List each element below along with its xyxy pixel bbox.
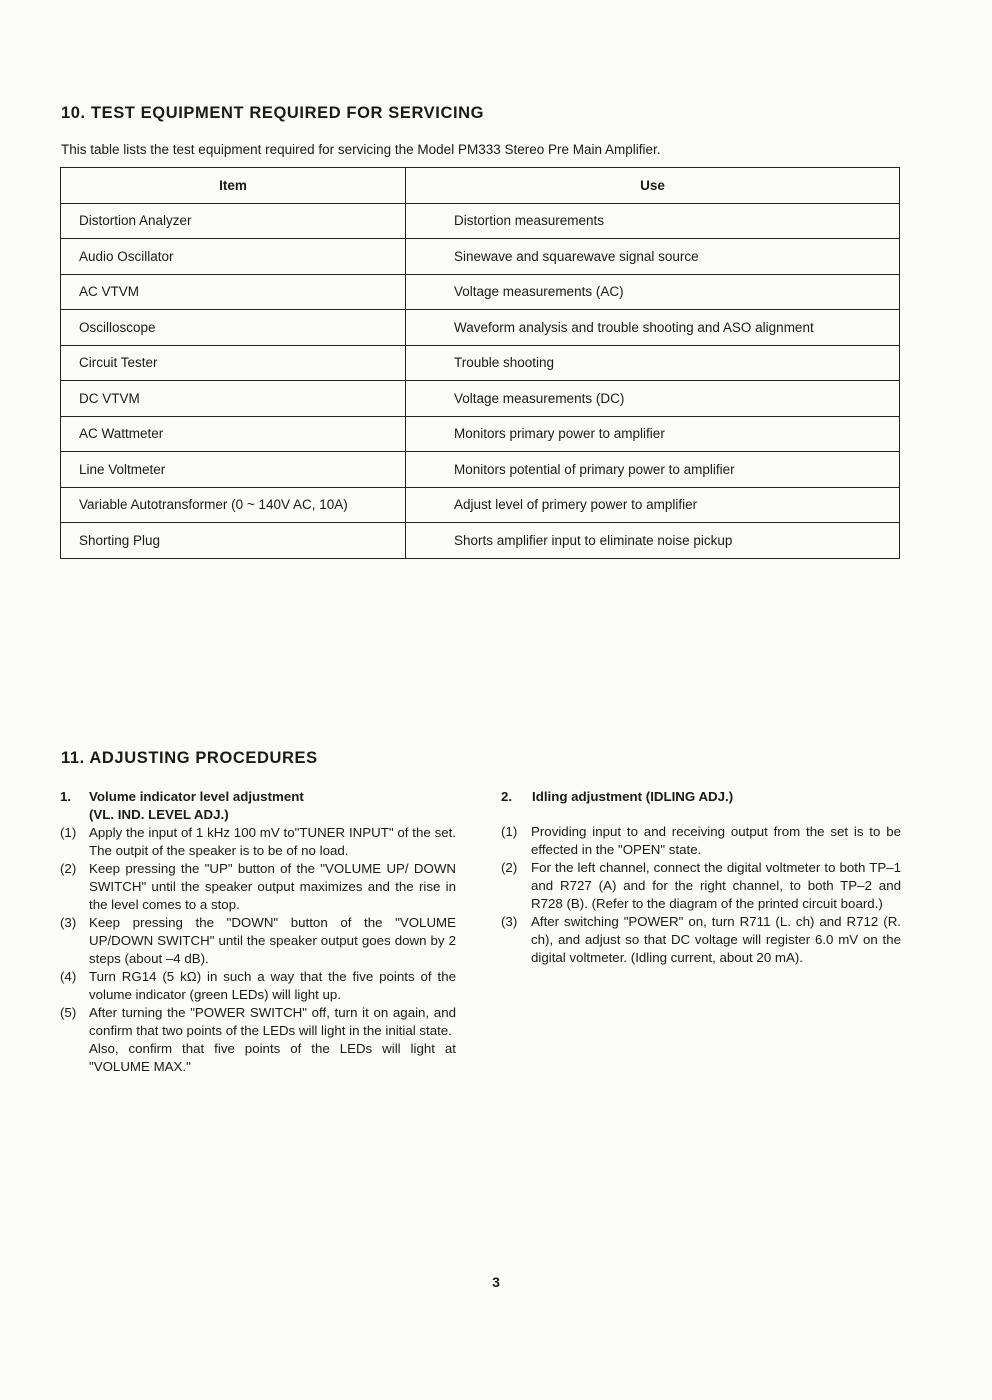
step-number: (4) [60, 969, 77, 984]
section-10-intro: This table lists the test equipment required for servicing the Model PM333 Stereo Pre Main Amplifier. [61, 142, 661, 157]
step-text: For the left channel, connect the digital voltmeter to both TP–1 and R727 (A) and for the right channel, to both TP–2 and R728 (B). (Refer to the diagram of the printed circuit board.) [531, 860, 901, 911]
procedure-step [501, 823, 901, 859]
table-row [61, 239, 900, 275]
equipment-use-cell: Adjust level of primery power to amplifier [406, 487, 900, 523]
procedure-title-text: Idling adjustment (IDLING ADJ.) [532, 789, 734, 804]
table-row [61, 523, 900, 559]
procedure-subtitle: (VL. IND. LEVEL ADJ.) [89, 807, 229, 822]
procedure-step [501, 913, 901, 967]
column-header-use: Use [406, 168, 900, 204]
step-text: After turning the "POWER SWITCH" off, turn it on again, and confirm that two points of the LEDs will light in the initial state. [89, 1005, 456, 1038]
procedure-volume-indicator [60, 788, 456, 1076]
step-number: (3) [501, 914, 518, 929]
equipment-use-cell: Trouble shooting [406, 345, 900, 381]
equipment-use-cell: Distortion measurements [406, 203, 900, 239]
equipment-item-cell: Distortion Analyzer [61, 203, 406, 239]
step-text: Turn RG14 (5 kΩ) in such a way that the five points of the volume indicator (green LEDs) will light up. [89, 969, 456, 1002]
procedure-idling [501, 788, 901, 967]
step-text: Keep pressing the "DOWN" button of the "VOLUME UP/DOWN SWITCH" until the speaker output goes down by 2 steps (about –4 dB). [89, 915, 456, 966]
equipment-use-cell: Waveform analysis and trouble shooting and ASO alignment [406, 310, 900, 346]
equipment-item-cell: Line Voltmeter [61, 452, 406, 488]
table-row [61, 487, 900, 523]
procedure-title-text: Volume indicator level adjustment [89, 789, 304, 804]
section-10-heading: 10. TEST EQUIPMENT REQUIRED FOR SERVICING [61, 104, 485, 122]
section-11-heading: 11. ADJUSTING PROCEDURES [61, 749, 318, 767]
procedure-step [60, 824, 456, 860]
table-row [61, 416, 900, 452]
equipment-item-cell: DC VTVM [61, 381, 406, 417]
column-header-item: Item [61, 168, 406, 204]
test-equipment-table [60, 167, 900, 559]
equipment-use-cell: Monitors potential of primary power to amplifier [406, 452, 900, 488]
procedure-step [60, 1004, 456, 1040]
step-number: (3) [60, 915, 77, 930]
table-row [61, 452, 900, 488]
step-number: (5) [60, 1005, 77, 1020]
procedure-note [60, 1040, 456, 1076]
equipment-use-cell: Monitors primary power to amplifier [406, 416, 900, 452]
table-row [61, 203, 900, 239]
procedure-step [60, 860, 456, 914]
table-row [61, 274, 900, 310]
equipment-use-cell: Voltage measurements (DC) [406, 381, 900, 417]
procedure-steps [501, 823, 901, 967]
equipment-item-cell: AC VTVM [61, 274, 406, 310]
equipment-item-cell: Shorting Plug [61, 523, 406, 559]
procedure-number: 2. [501, 789, 513, 804]
procedure-title [60, 788, 456, 806]
procedure-step [60, 968, 456, 1004]
equipment-use-cell: Shorts amplifier input to eliminate noise pickup [406, 523, 900, 559]
step-text: After switching "POWER" on, turn R711 (L. ch) and R712 (R. ch), and adjust so that DC voltage will register 6.0 mV on the digital voltmeter. (Idling current, about 20 mA). [531, 914, 901, 965]
table-row [61, 345, 900, 381]
step-text: Providing input to and receiving output from the set is to be effected in the "OPEN" state. [531, 824, 901, 857]
table-row [61, 310, 900, 346]
table-row [61, 381, 900, 417]
step-number: (2) [501, 860, 518, 875]
equipment-item-cell: Circuit Tester [61, 345, 406, 381]
procedure-step [60, 914, 456, 968]
procedure-step [501, 859, 901, 913]
step-number: (1) [501, 824, 518, 839]
procedure-number: 1. [60, 789, 72, 804]
equipment-use-cell: Voltage measurements (AC) [406, 274, 900, 310]
page-number: 3 [492, 1274, 500, 1290]
equipment-item-cell: Audio Oscillator [61, 239, 406, 275]
procedure-title [501, 788, 901, 806]
equipment-item-cell: Variable Autotransformer (0 ~ 140V AC, 10A) [61, 487, 406, 523]
table-header-row [61, 168, 900, 204]
equipment-use-cell: Sinewave and squarewave signal source [406, 239, 900, 275]
equipment-item-cell: AC Wattmeter [61, 416, 406, 452]
procedure-steps [60, 824, 456, 1040]
step-text: Apply the input of 1 kHz 100 mV to"TUNER INPUT" of the set. The outpit of the speaker is to be of no load. [89, 825, 456, 858]
step-number: (1) [60, 825, 77, 840]
procedure-note-text: Also, confirm that five points of the LEDs will light at "VOLUME MAX." [89, 1041, 456, 1074]
step-text: Keep pressing the "UP" button of the "VOLUME UP/ DOWN SWITCH" until the speaker output maximizes and the rise in the level comes to a stop. [89, 861, 456, 912]
step-number: (2) [60, 861, 77, 876]
table-body [61, 203, 900, 558]
equipment-item-cell: Oscilloscope [61, 310, 406, 346]
